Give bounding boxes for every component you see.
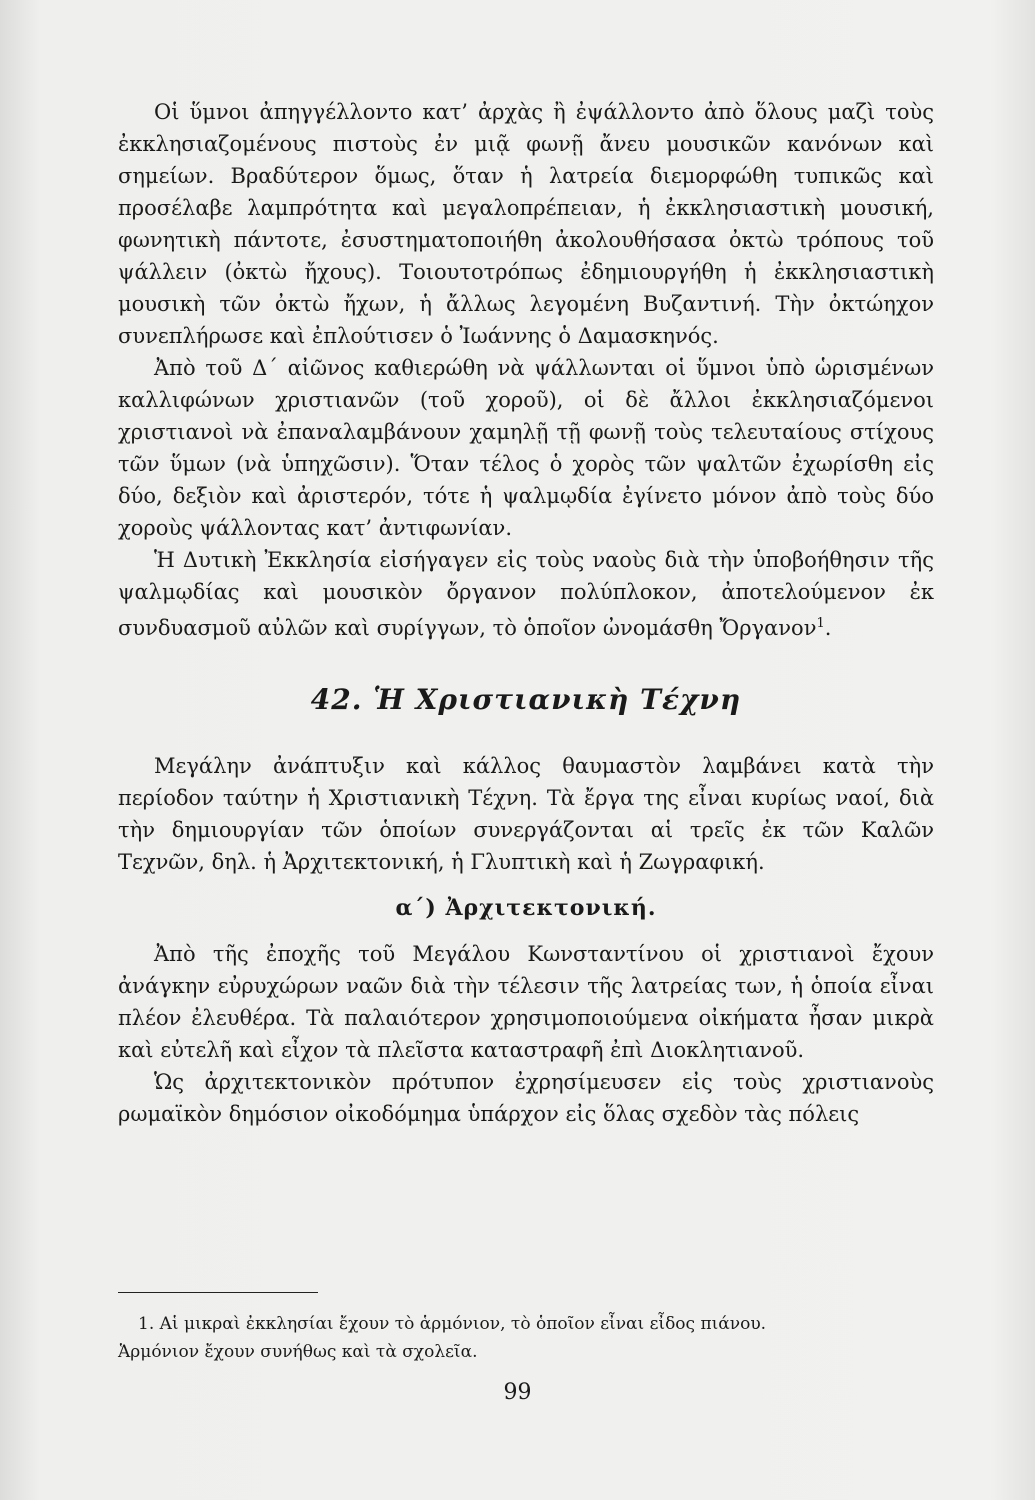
page-number: 99 bbox=[503, 1380, 532, 1405]
section-heading: 42. Ἡ Χριστιανικὴ Τέχνη bbox=[310, 683, 742, 716]
footnote bbox=[118, 1310, 934, 1366]
footnote-line-1: 1. Αἱ μικραὶ ἐκκλησίαι ἔχουν τὸ ἁρμόνιον, τὸ ὁποῖον εἶναι εἶδος πιάνου. bbox=[138, 1314, 767, 1334]
footnote-divider bbox=[118, 1292, 318, 1293]
organ-text: Ἡ Δυτικὴ Ἐκκλησία εἰσήγαγεν εἰς τοὺς ναοὺς διὰ τὴν ὑποβοήθησιν τῆς ψαλμῳδίας καὶ μουσικὸν ὄργανον πολύπλοκον, ἀποτελούμενον ἐκ συνδυασμοῦ αὐλῶν καὶ συρίγγων, τὸ ὁποῖον ὠνομάσθη Ὄργανον bbox=[118, 548, 934, 640]
paragraph-organ bbox=[118, 544, 934, 644]
subsection-heading: α΄) Ἀρχιτεκτονική. bbox=[395, 895, 657, 921]
main-text bbox=[118, 96, 934, 1130]
paragraph-christian-art: Μεγάλην ἀνάπτυξιν καὶ κάλλος θαυμαστὸν λαμβάνει κατὰ τὴν περίοδον ταύτην ἡ Χριστιανικὴ Τέχνη. Τὰ ἔργα της εἶναι κυρίως ναοί, διὰ τὴν δημιουργίαν τῶν ὁποίων συνεργάζονται αἱ τρεῖς ἐκ τῶν Καλῶν Τεχνῶν, δηλ. ἡ Ἀρχιτεκτονική, ἡ Γλυπτικὴ καὶ ἡ Ζωγραφική. bbox=[118, 754, 934, 874]
organ-end: . bbox=[824, 616, 832, 640]
paragraph-choir: Ἀπὸ τοῦ Δ΄ αἰῶνος καθιερώθη νὰ ψάλλωνται οἱ ὕμνοι ὑπὸ ὡρισμένων καλλιφώνων χριστιανῶν (τοῦ χοροῦ), οἱ δὲ ἄλλοι ἐκκλησιαζόμενοι χριστιανοὶ νὰ ἐπαναλαμβάνουν χαμηλῇ τῇ φωνῇ τοὺς τελευταίους στίχους τῶν ὕμων (νὰ ὑπηχῶσιν). Ὅταν τέλος ὁ χορὸς τῶν ψαλτῶν ἐχωρίσθη εἰς δύο, δεξιὸν καὶ ἀριστερόν, τότε ἡ ψαλμῳδία ἐγίνετο μόνον ἀπὸ τοὺς δύο χοροὺς ψάλλοντας κατ’ ἀντιφωνίαν. bbox=[118, 356, 934, 540]
paragraph-hymns: Οἱ ὕμνοι ἀπηγγέλλοντο κατ’ ἀρχὰς ἢ ἐψάλλοντο ἀπὸ ὅλους μαζὶ τοὺς ἐκκλησιαζομένους πιστοὺς ἐν μιᾷ φωνῇ ἄνευ μουσικῶν κανόνων καὶ σημείων. Βραδύτερον ὅμως, ὅταν ἡ λατρεία διεμορφώθη τυπικῶς καὶ προσέλαβε λαμπρότητα καὶ μεγαλοπρέπειαν, ἡ ἐκκλησιαστικὴ μουσική, φωνητικὴ πάντοτε, ἐσυστηματοποιήθη ἀκολουθήσασα ὀκτὼ τρόπους τοῦ ψάλλειν (ὀκτὼ ἤχους). Τοιουτοτρόπως ἐδημιουργήθη ἡ ἐκκλησιαστικὴ μουσικὴ τῶν ὀκτὼ ἤχων, ἡ ἄλλως λεγομένη Βυζαντινή. Τὴν ὀκτώηχον συνεπλήρωσε καὶ ἐπλούτισεν ὁ Ἰωάννης ὁ Δαμασκηνός. bbox=[118, 100, 934, 348]
paragraph-architecture-2: Ὡς ἀρχιτεκτονικὸν πρότυπον ἐχρησίμευσεν εἰς τοὺς χριστιανοὺς ρωμαϊκὸν δημόσιον οἰκοδόμημα ὑπάρχον εἰς ὅλας σχεδὸν τὰς πόλεις bbox=[118, 1070, 934, 1126]
footnote-reference: 1 bbox=[816, 616, 825, 631]
paragraph-architecture-1: Ἀπὸ τῆς ἐποχῆς τοῦ Μεγάλου Κωνσταντίνου οἱ χριστιανοὶ ἔχουν ἀνάγκην εὐρυχώρων ναῶν διὰ τὴν τέλεσιν τῆς λατρείας των, ἡ ὁποία εἶναι πλέον ἐλευθέρα. Τὰ παλαιότερον χρησιμοποιούμενα οἰκήματα ἦσαν μικρὰ καὶ εὐτελῆ καὶ εἶχον τὰ πλεῖστα καταστραφῆ ἐπὶ Διοκλητιανοῦ. bbox=[118, 942, 934, 1062]
footnote-line-2: Ἁρμόνιον ἔχουν συνήθως καὶ τὰ σχολεῖα. bbox=[118, 1342, 478, 1362]
